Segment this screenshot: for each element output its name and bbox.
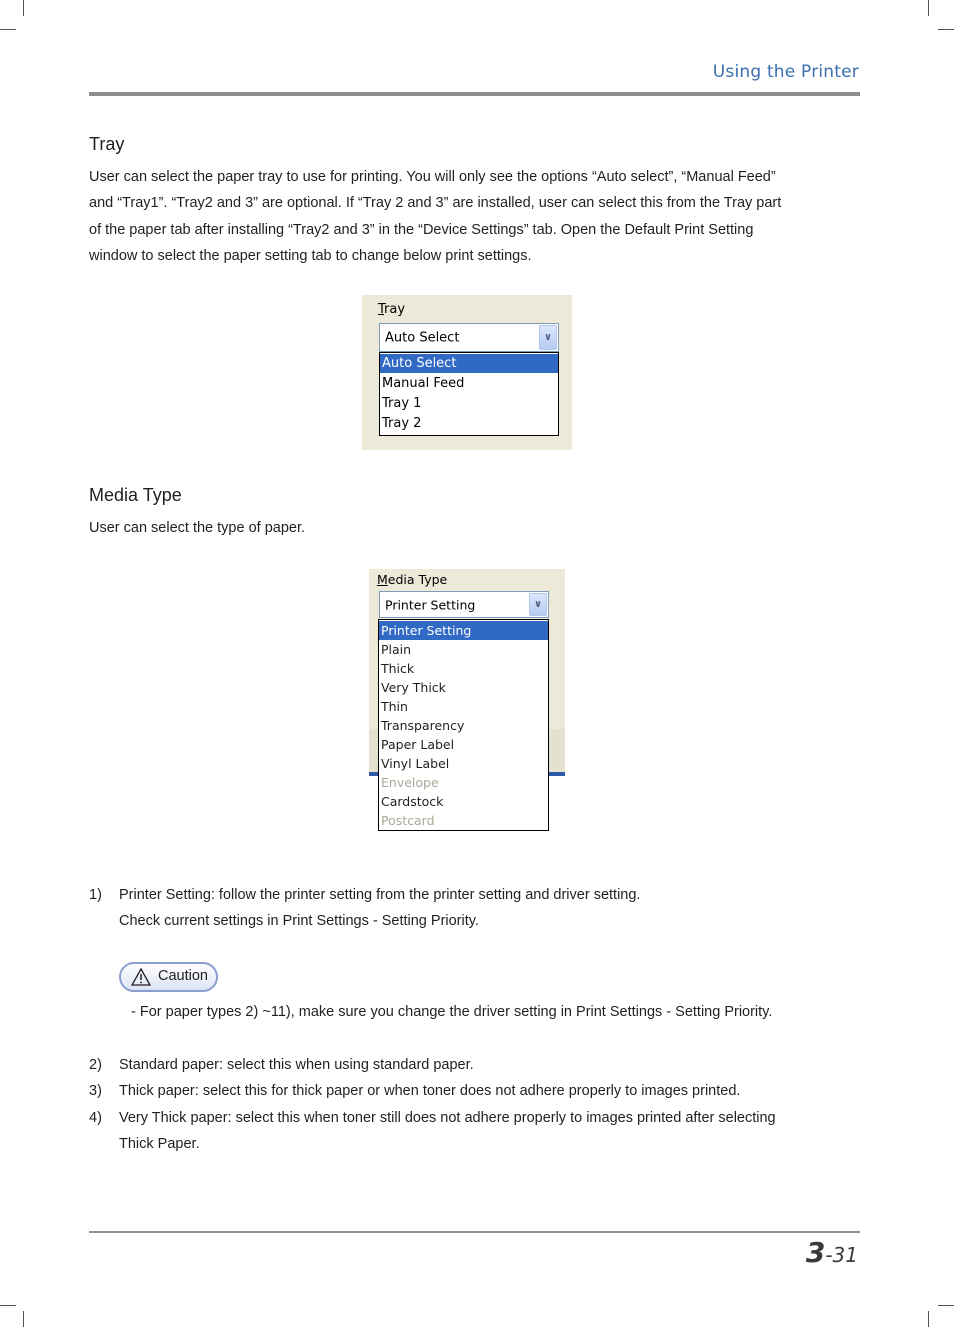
media-type-option[interactable]: Printer Setting bbox=[379, 621, 548, 640]
caution-badge bbox=[119, 962, 218, 992]
chevron-down-icon[interactable]: ∨ bbox=[539, 325, 557, 350]
media-type-label: Media Type bbox=[377, 572, 448, 587]
crop-mark bbox=[23, 1311, 24, 1327]
media-type-option[interactable]: Thick bbox=[381, 661, 415, 676]
caution-label: Caution bbox=[158, 968, 208, 984]
crop-mark bbox=[928, 1311, 929, 1327]
media-type-option[interactable]: Very Thick bbox=[381, 680, 446, 695]
tray-widget-screenshot bbox=[362, 295, 572, 450]
crop-mark bbox=[938, 29, 954, 30]
media-type-option[interactable]: Plain bbox=[381, 642, 412, 657]
section-title-tray: Tray bbox=[89, 134, 125, 154]
page-number: 3-31 bbox=[805, 1236, 858, 1269]
tray-paragraph-line: User can select the paper tray to use for printing. You will only see the options “Auto select”, “Manual Feed” bbox=[89, 169, 776, 185]
media-type-select[interactable] bbox=[379, 591, 549, 618]
list-item-2: 2) Standard paper: select this when using standard paper. bbox=[89, 1057, 474, 1073]
section-title-media-type: Media Type bbox=[89, 485, 182, 505]
media-paragraph: User can select the type of paper. bbox=[89, 520, 306, 536]
list-item-4: 4) Very Thick paper: select this when toner still does not adhere properly to images printed after selecting bbox=[89, 1110, 776, 1126]
header-rule bbox=[89, 92, 860, 96]
running-header: Using the Printer bbox=[712, 62, 859, 82]
tray-option[interactable]: Manual Feed bbox=[382, 376, 465, 391]
caution-note: - For paper types 2) ~11), make sure you change the driver setting in Print Settings - Setting Priority. bbox=[131, 1004, 773, 1020]
media-type-option[interactable]: Transparency bbox=[381, 718, 465, 733]
tray-paragraph bbox=[89, 164, 809, 269]
media-type-options-list bbox=[378, 619, 549, 831]
tray-select[interactable] bbox=[379, 323, 559, 352]
list-item-1-continuation: Check current settings in Print Settings - Setting Priority. bbox=[119, 913, 479, 929]
list-item-3: 3) Thick paper: select this for thick paper or when toner does not adhere properly to images printed. bbox=[89, 1083, 741, 1099]
media-type-option[interactable]: Thin bbox=[381, 699, 408, 714]
tray-paragraph-line: and “Tray1”. “Tray2 and 3” are optional. If “Tray 2 and 3” are installed, user can select this from the Tray part bbox=[89, 195, 782, 212]
crop-mark bbox=[0, 1305, 16, 1306]
tray-option[interactable]: Auto Select bbox=[380, 354, 558, 373]
media-type-select-value: Printer Setting bbox=[385, 597, 476, 612]
chevron-down-icon[interactable]: ∨ bbox=[529, 593, 547, 616]
crop-mark bbox=[0, 29, 16, 30]
media-type-option[interactable]: Cardstock bbox=[381, 794, 444, 809]
tray-option[interactable]: Tray 2 bbox=[382, 416, 422, 431]
warning-triangle-icon bbox=[131, 968, 151, 986]
crop-mark bbox=[23, 0, 24, 16]
tray-paragraph-line: of the paper tab after installing “Tray2 and 3” in the “Device Settings” tab. Open the Default Print Setting bbox=[89, 221, 754, 238]
crop-mark bbox=[938, 1305, 954, 1306]
list-item-4-continuation: Thick Paper. bbox=[119, 1136, 200, 1152]
media-type-option[interactable]: Vinyl Label bbox=[381, 756, 450, 771]
list-item-1: 1) Printer Setting: follow the printer setting from the printer setting and driver setting. bbox=[89, 887, 641, 903]
tray-label: Tray bbox=[378, 302, 406, 317]
tray-options-list bbox=[379, 352, 559, 436]
media-type-option-disabled: Envelope bbox=[381, 775, 439, 790]
media-type-option-disabled: Postcard bbox=[381, 813, 435, 828]
footer-rule bbox=[89, 1231, 860, 1233]
tray-option[interactable]: Tray 1 bbox=[382, 396, 422, 411]
crop-mark bbox=[928, 0, 929, 16]
media-type-option[interactable]: Paper Label bbox=[381, 737, 455, 752]
tray-paragraph-line: window to select the paper setting tab to change below print settings. bbox=[89, 247, 532, 264]
tray-select-value: Auto Select bbox=[385, 330, 460, 345]
